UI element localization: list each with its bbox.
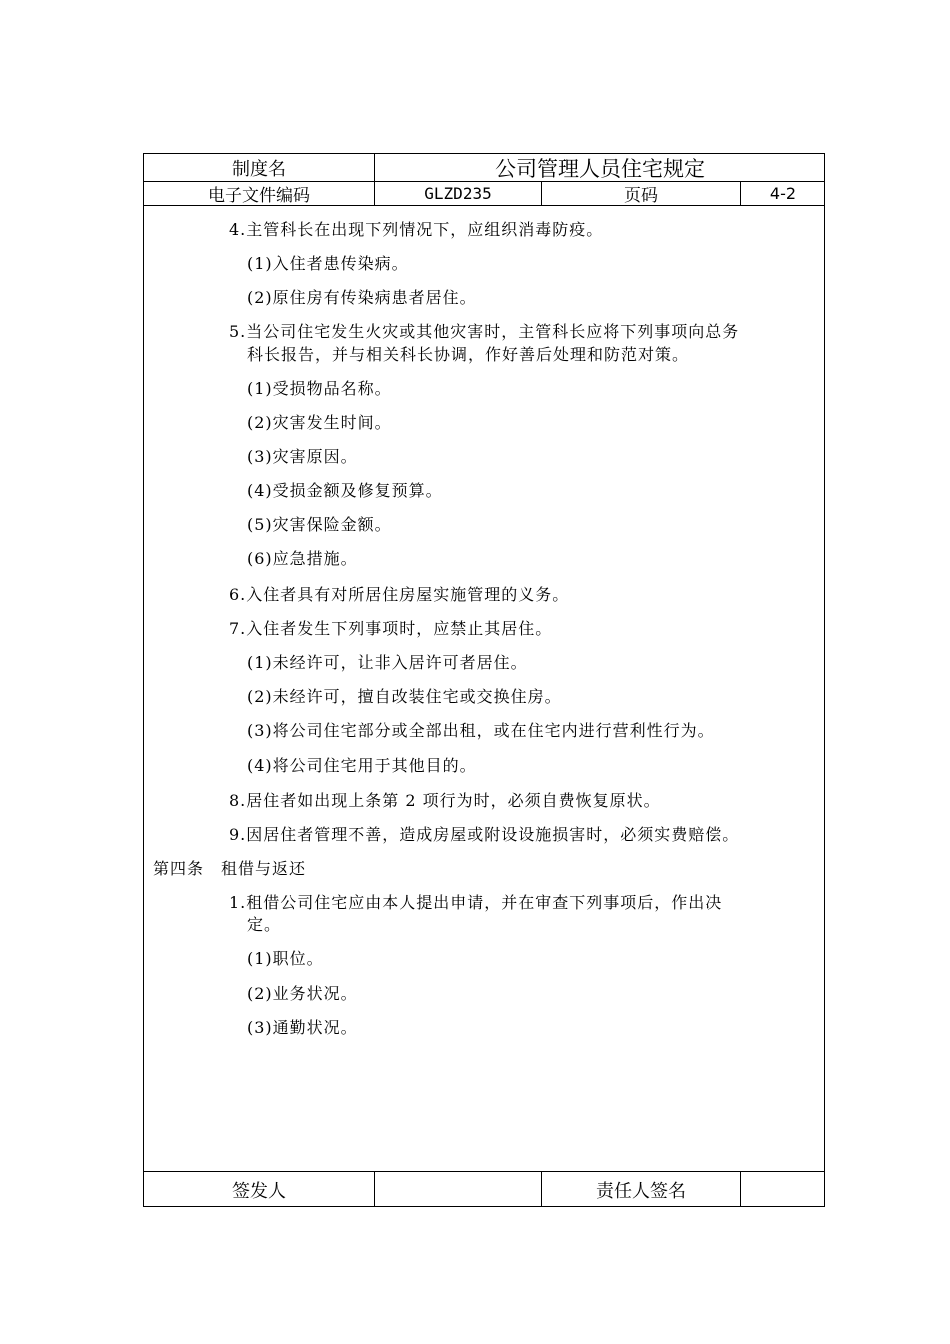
article-4-item-1-3: (3)通勤状况。 [247,1018,358,1037]
item-5-line-2: 科长报告，并与相关科长协调，作好善后处理和防范对策。 [247,345,690,364]
regulation-title: 公司管理人员住宅规定 [495,156,705,181]
article-4-heading: 第四条 租借与返还 [153,859,307,878]
item-7: 7.入住者发生下列事项时，应禁止其居住。 [229,619,553,638]
file-code-label: 电子文件编码 [208,186,310,206]
item-5-2: (2)灾害发生时间。 [247,413,392,432]
item-7-3: (3)将公司住宅部分或全部出租，或在住宅内进行营利性行为。 [247,721,715,740]
item-5-5: (5)灾害保险金额。 [247,515,392,534]
document-frame [143,153,825,1207]
item-5-4: (4)受损金额及修复预算。 [247,481,443,500]
item-5-3: (3)灾害原因。 [247,447,358,466]
item-5-6: (6)应急措施。 [247,549,358,568]
item-5-1: (1)受损物品名称。 [247,379,392,398]
article-4-item-1-2: (2)业务状况。 [247,984,358,1003]
item-9: 9.因居住者管理不善，造成房屋或附设设施损害时，必须实费赔偿。 [229,825,740,844]
item-4: 4.主管科长在出现下列情况下，应组织消毒防疫。 [229,220,604,239]
page-label: 页码 [624,186,658,206]
file-code-value: GLZD235 [424,184,492,203]
item-7-2: (2)未经许可，擅自改装住宅或交换住房。 [247,687,562,706]
responsible-value [741,1172,825,1207]
responsible-label: 责任人签名 [596,1180,686,1202]
item-4-2: (2)原住房有传染病患者居住。 [247,288,477,307]
item-6: 6.入住者具有对所居住房屋实施管理的义务。 [229,585,570,604]
issuer-value [375,1172,541,1207]
item-7-4: (4)将公司住宅用于其他目的。 [247,756,477,775]
item-5-line-1: 5.当公司住宅发生火灾或其他灾害时，主管科长应将下列事项向总务 [229,322,740,341]
item-8: 8.居住者如出现上条第 2 项行为时，必须自费恢复原状。 [229,791,661,810]
item-7-1: (1)未经许可，让非入居许可者居住。 [247,653,528,672]
item-4-1: (1)入住者患传染病。 [247,254,409,273]
regulation-name-label: 制度名 [232,158,286,180]
page-number: 4-2 [769,184,797,203]
issuer-label: 签发人 [232,1180,286,1202]
article-4-item-1-line-2: 定。 [247,915,282,934]
article-4-item-1-1: (1)职位。 [247,949,324,968]
article-4-item-1-line-1: 1.租借公司住宅应由本人提出申请，并在审查下列事项后，作出决 [229,893,723,912]
